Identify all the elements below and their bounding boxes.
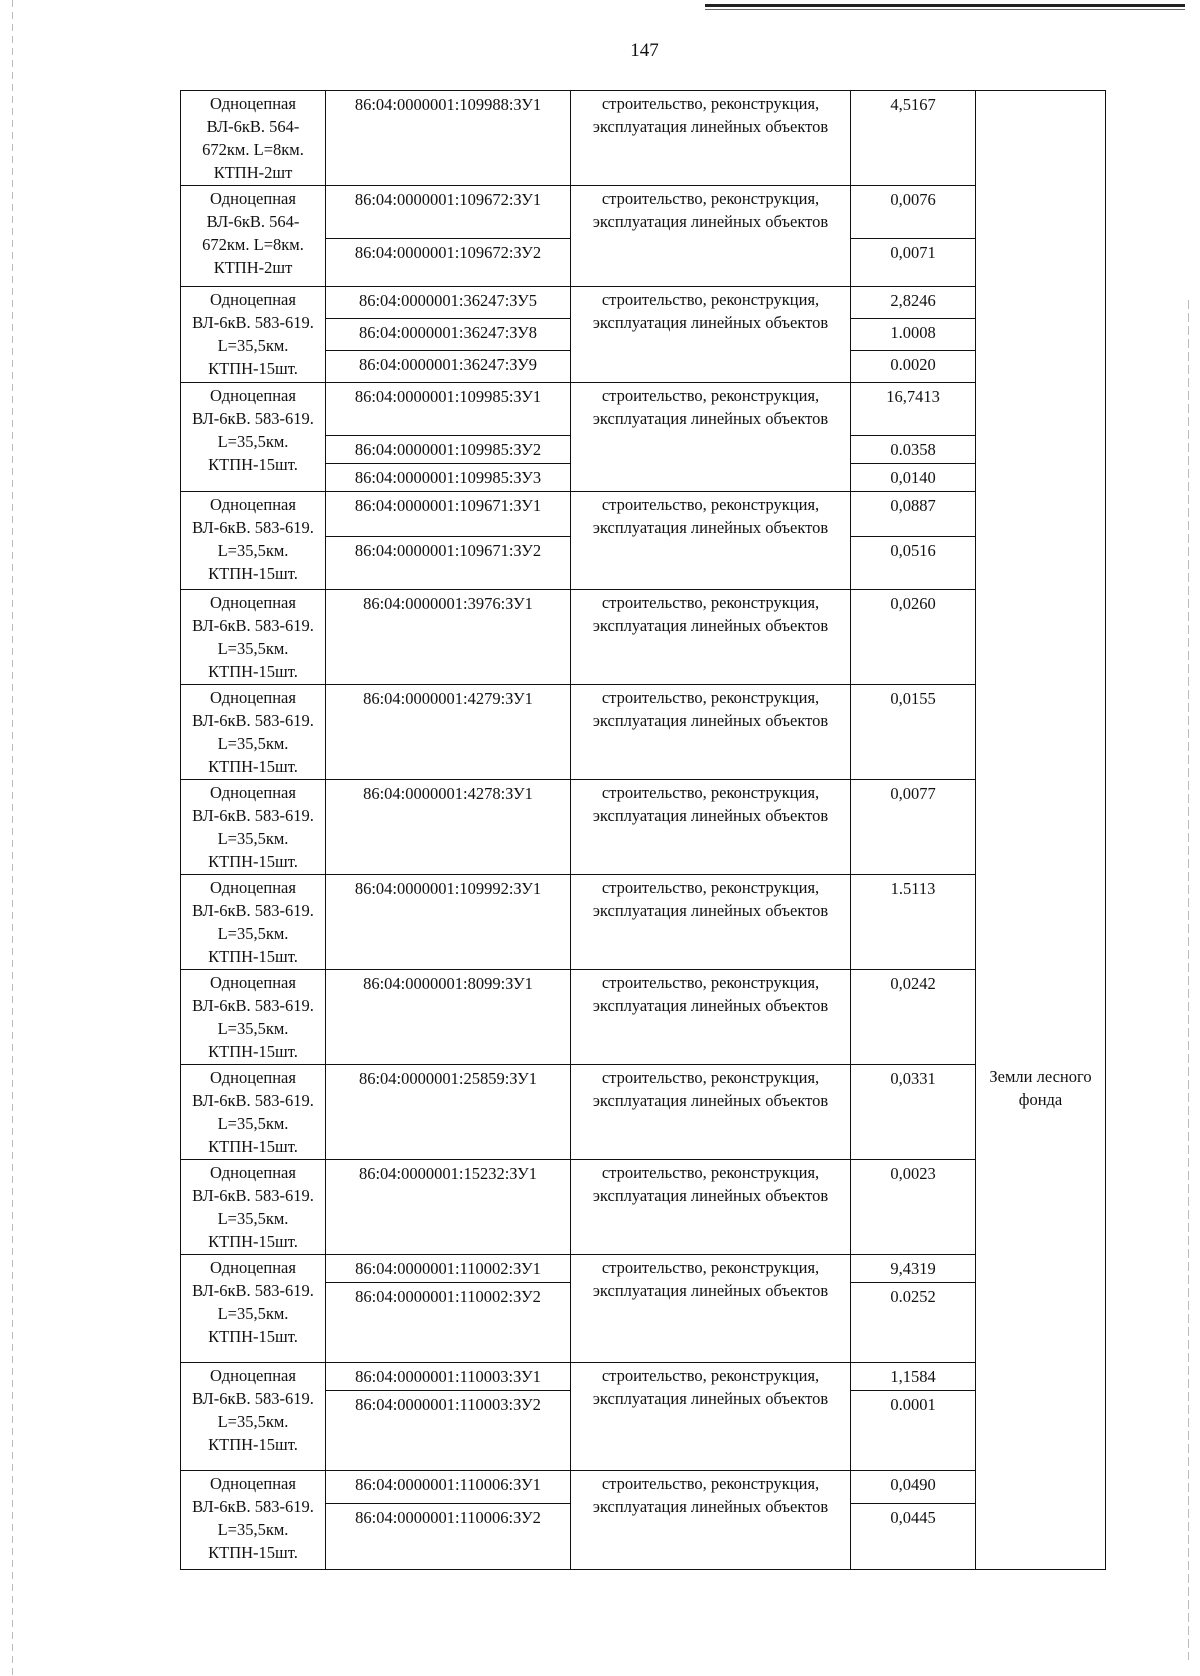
table-row — [181, 1160, 1106, 1255]
object-name-cell: Одноцепная ВЛ-6кВ. 583-619. L=35,5км. КТПН-15шт. — [181, 287, 326, 383]
area-cell: 0.0358 — [851, 436, 976, 464]
table-row — [181, 1255, 1106, 1283]
object-name-cell: Одноцепная ВЛ-6кВ. 564-672км. L=8км. КТПН-2шт — [181, 186, 326, 287]
object-name-cell: Одноцепная ВЛ-6кВ. 583-619. L=35,5км. КТПН-15шт. — [181, 1160, 326, 1255]
permitted-use-cell: строительство, реконструкция, эксплуатация линейных объектов — [571, 1255, 851, 1363]
table-row — [181, 287, 1106, 319]
cadastral-number-cell: 86:04:0000001:109992:ЗУ1 — [326, 875, 571, 970]
area-cell: 0,0140 — [851, 464, 976, 492]
land-parcels-body — [181, 91, 1106, 1570]
land-category-empty-cell — [976, 91, 1106, 1065]
object-name-cell: Одноцепная ВЛ-6кВ. 583-619. L=35,5км. КТПН-15шт. — [181, 1471, 326, 1570]
cadastral-number-cell: 86:04:0000001:110003:ЗУ2 — [326, 1391, 571, 1471]
cadastral-number-cell: 86:04:0000001:4279:ЗУ1 — [326, 685, 571, 780]
area-cell: 0,0071 — [851, 239, 976, 287]
object-name-cell: Одноцепная ВЛ-6кВ. 583-619. L=35,5км. КТПН-15шт. — [181, 590, 326, 685]
table-row — [181, 383, 1106, 436]
cadastral-number-cell: 86:04:0000001:4278:ЗУ1 — [326, 780, 571, 875]
table-row — [181, 875, 1106, 970]
area-cell: 0.0252 — [851, 1283, 976, 1363]
area-cell: 0,0516 — [851, 537, 976, 590]
cadastral-number-cell: 86:04:0000001:36247:ЗУ8 — [326, 319, 571, 351]
cadastral-number-cell: 86:04:0000001:109985:ЗУ1 — [326, 383, 571, 436]
permitted-use-cell: строительство, реконструкция, эксплуатация линейных объектов — [571, 383, 851, 492]
permitted-use-cell: строительство, реконструкция, эксплуатация линейных объектов — [571, 492, 851, 590]
cadastral-number-cell: 86:04:0000001:109985:ЗУ2 — [326, 436, 571, 464]
area-cell: 2,8246 — [851, 287, 976, 319]
cadastral-number-cell: 86:04:0000001:109671:ЗУ2 — [326, 537, 571, 590]
table-row — [181, 685, 1106, 780]
top-rule — [705, 4, 1185, 7]
table-row — [181, 492, 1106, 537]
table-row — [181, 186, 1106, 239]
table-row — [181, 780, 1106, 875]
permitted-use-cell: строительство, реконструкция, эксплуатация линейных объектов — [571, 685, 851, 780]
area-cell: 0,0887 — [851, 492, 976, 537]
page-number: 147 — [630, 40, 659, 61]
scan-edge-left — [12, 0, 13, 1676]
area-cell: 0,0260 — [851, 590, 976, 685]
cadastral-number-cell: 86:04:0000001:36247:ЗУ9 — [326, 351, 571, 383]
object-name-cell: Одноцепная ВЛ-6кВ. 583-619. L=35,5км. КТПН-15шт. — [181, 970, 326, 1065]
cadastral-number-cell: 86:04:0000001:110006:ЗУ1 — [326, 1471, 571, 1504]
cadastral-number-cell: 86:04:0000001:109988:ЗУ1 — [326, 91, 571, 186]
object-name-cell: Одноцепная ВЛ-6кВ. 583-619. L=35,5км. КТПН-15шт. — [181, 492, 326, 590]
cadastral-number-cell: 86:04:0000001:110003:ЗУ1 — [326, 1363, 571, 1391]
object-name-cell: Одноцепная ВЛ-6кВ. 583-619. L=35,5км. КТПН-15шт. — [181, 875, 326, 970]
area-cell: 0,0155 — [851, 685, 976, 780]
area-cell: 1.5113 — [851, 875, 976, 970]
area-cell: 4,5167 — [851, 91, 976, 186]
permitted-use-cell: строительство, реконструкция, эксплуатация линейных объектов — [571, 287, 851, 383]
cadastral-number-cell: 86:04:0000001:110006:ЗУ2 — [326, 1504, 571, 1570]
cadastral-number-cell: 86:04:0000001:110002:ЗУ1 — [326, 1255, 571, 1283]
permitted-use-cell: строительство, реконструкция, эксплуатация линейных объектов — [571, 1363, 851, 1471]
permitted-use-cell: строительство, реконструкция, эксплуатация линейных объектов — [571, 875, 851, 970]
permitted-use-cell: строительство, реконструкция, эксплуатация линейных объектов — [571, 1065, 851, 1160]
cadastral-number-cell: 86:04:0000001:25859:ЗУ1 — [326, 1065, 571, 1160]
area-cell: 0,0242 — [851, 970, 976, 1065]
area-cell: 0,0331 — [851, 1065, 976, 1160]
object-name-cell: Одноцепная ВЛ-6кВ. 583-619. L=35,5км. КТПН-15шт. — [181, 1255, 326, 1363]
object-name-cell: Одноцепная ВЛ-6кВ. 583-619. L=35,5км. КТПН-15шт. — [181, 383, 326, 492]
area-cell: 0,0077 — [851, 780, 976, 875]
cadastral-number-cell: 86:04:0000001:15232:ЗУ1 — [326, 1160, 571, 1255]
cadastral-number-cell: 86:04:0000001:109672:ЗУ2 — [326, 239, 571, 287]
area-cell: 0.0001 — [851, 1391, 976, 1471]
table-row — [181, 970, 1106, 1065]
area-cell: 1,1584 — [851, 1363, 976, 1391]
area-cell: 9,4319 — [851, 1255, 976, 1283]
cadastral-number-cell: 86:04:0000001:110002:ЗУ2 — [326, 1283, 571, 1363]
area-cell: 16,7413 — [851, 383, 976, 436]
cadastral-number-cell: 86:04:0000001:8099:ЗУ1 — [326, 970, 571, 1065]
permitted-use-cell: строительство, реконструкция, эксплуатация линейных объектов — [571, 590, 851, 685]
table-row — [181, 91, 1106, 186]
permitted-use-cell: строительство, реконструкция, эксплуатация линейных объектов — [571, 1471, 851, 1570]
area-cell: 1.0008 — [851, 319, 976, 351]
object-name-cell: Одноцепная ВЛ-6кВ. 583-619. L=35,5км. КТПН-15шт. — [181, 685, 326, 780]
object-name-cell: Одноцепная ВЛ-6кВ. 583-619. L=35,5км. КТПН-15шт. — [181, 780, 326, 875]
table-row — [181, 1363, 1106, 1391]
object-name-cell: Одноцепная ВЛ-6кВ. 564-672км. L=8км. КТПН-2шт — [181, 91, 326, 186]
permitted-use-cell: строительство, реконструкция, эксплуатация линейных объектов — [571, 780, 851, 875]
cadastral-number-cell: 86:04:0000001:36247:ЗУ5 — [326, 287, 571, 319]
permitted-use-cell: строительство, реконструкция, эксплуатация линейных объектов — [571, 186, 851, 287]
table-row — [181, 1471, 1106, 1504]
cadastral-number-cell: 86:04:0000001:109671:ЗУ1 — [326, 492, 571, 537]
land-category-cell: Земли лесного фонда — [976, 1065, 1106, 1570]
table-row — [181, 1065, 1106, 1160]
area-cell: 0,0076 — [851, 186, 976, 239]
area-cell: 0,0023 — [851, 1160, 976, 1255]
area-cell: 0,0490 — [851, 1471, 976, 1504]
object-name-cell: Одноцепная ВЛ-6кВ. 583-619. L=35,5км. КТПН-15шт. — [181, 1065, 326, 1160]
land-parcels-table — [180, 90, 1106, 1570]
cadastral-number-cell: 86:04:0000001:109672:ЗУ1 — [326, 186, 571, 239]
cadastral-number-cell: 86:04:0000001:109985:ЗУ3 — [326, 464, 571, 492]
permitted-use-cell: строительство, реконструкция, эксплуатация линейных объектов — [571, 970, 851, 1065]
cadastral-number-cell: 86:04:0000001:3976:ЗУ1 — [326, 590, 571, 685]
table-row — [181, 590, 1106, 685]
top-rule-thin — [705, 9, 1185, 10]
object-name-cell: Одноцепная ВЛ-6кВ. 583-619. L=35,5км. КТПН-15шт. — [181, 1363, 326, 1471]
scan-edge-right — [1188, 300, 1189, 1660]
area-cell: 0.0020 — [851, 351, 976, 383]
permitted-use-cell: строительство, реконструкция, эксплуатация линейных объектов — [571, 1160, 851, 1255]
area-cell: 0,0445 — [851, 1504, 976, 1570]
permitted-use-cell: строительство, реконструкция, эксплуатация линейных объектов — [571, 91, 851, 186]
